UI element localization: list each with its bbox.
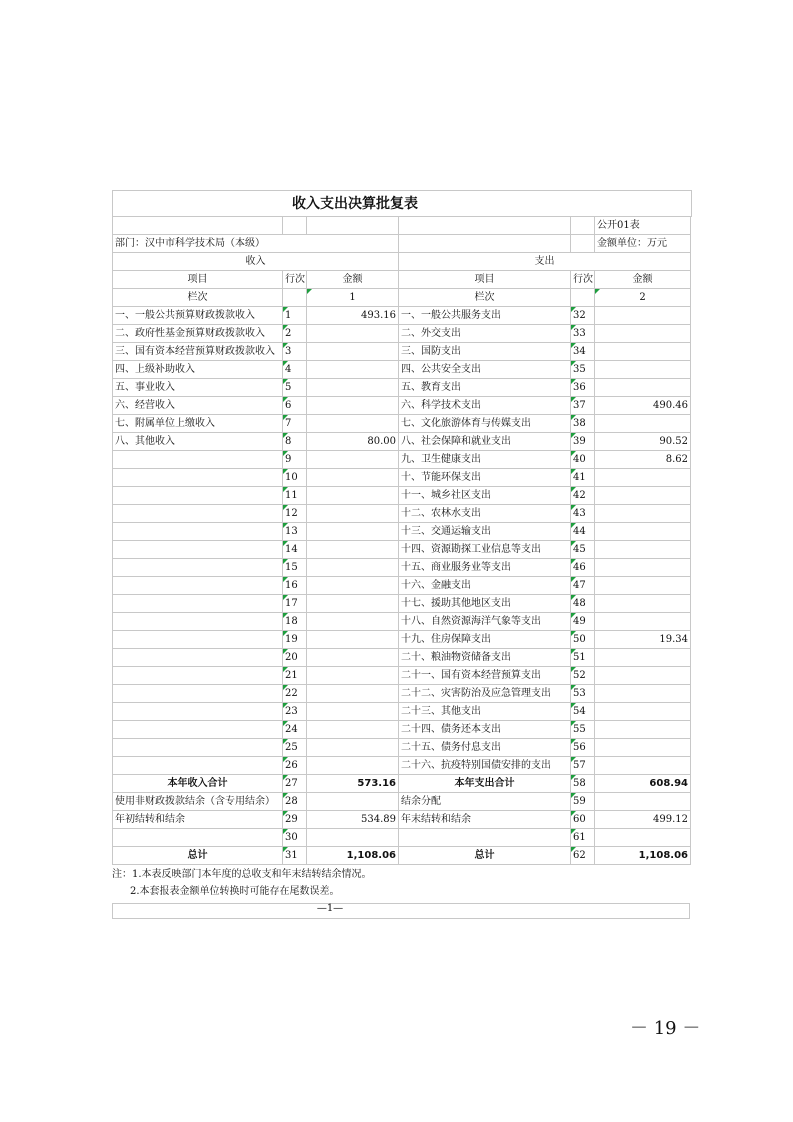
- income-row-number: 14: [283, 541, 307, 559]
- income-item: 二、政府性基金预算财政拨款收入: [113, 325, 283, 343]
- income-item: 年初结转和结余: [113, 811, 283, 829]
- expense-row-number: 46: [571, 559, 595, 577]
- income-column-number: 1: [307, 289, 399, 307]
- expense-item: 十五、商业服务业等支出: [399, 559, 571, 577]
- expense-item: 十七、援助其他地区支出: [399, 595, 571, 613]
- income-row-number: 4: [283, 361, 307, 379]
- expense-amount: [595, 559, 691, 577]
- income-amount: [307, 829, 399, 847]
- income-row-number: 8: [283, 433, 307, 451]
- income-row-number: 3: [283, 343, 307, 361]
- income-row-number: 11: [283, 487, 307, 505]
- table-row: [113, 433, 691, 451]
- expense-amount: [595, 757, 691, 775]
- income-row-number: 5: [283, 379, 307, 397]
- expense-amount: 19.34: [595, 631, 691, 649]
- income-item: 六、经营收入: [113, 397, 283, 415]
- expense-item: 十八、自然资源海洋气象等支出: [399, 613, 571, 631]
- expense-row-number: 38: [571, 415, 595, 433]
- income-amount: [307, 577, 399, 595]
- income-amount: 1,108.06: [307, 847, 399, 865]
- income-row-number: 9: [283, 451, 307, 469]
- income-row-number: 27: [283, 775, 307, 793]
- expense-column-number: 2: [595, 289, 691, 307]
- income-row-number: 15: [283, 559, 307, 577]
- expense-row-number: 48: [571, 595, 595, 613]
- income-amount: [307, 739, 399, 757]
- table-row: [113, 325, 691, 343]
- income-row-number: 17: [283, 595, 307, 613]
- expense-row-number: 32: [571, 307, 595, 325]
- expense-item: 十一、城乡社区支出: [399, 487, 571, 505]
- expense-amount: [595, 667, 691, 685]
- table-row: [113, 487, 691, 505]
- table-row: [113, 361, 691, 379]
- expense-row-number: 37: [571, 397, 595, 415]
- expense-item: 三、国防支出: [399, 343, 571, 361]
- expense-amount: [595, 361, 691, 379]
- income-item: [113, 829, 283, 847]
- income-row-number: 31: [283, 847, 307, 865]
- income-amount: [307, 343, 399, 361]
- income-amount: 493.16: [307, 307, 399, 325]
- income-header: 收入: [113, 253, 399, 271]
- table-row: [113, 505, 691, 523]
- table-row: [113, 469, 691, 487]
- income-item: [113, 721, 283, 739]
- expense-amount: [595, 703, 691, 721]
- income-item: 七、附属单位上缴收入: [113, 415, 283, 433]
- table-row: [113, 757, 691, 775]
- income-amount: [307, 451, 399, 469]
- income-row-number: 21: [283, 667, 307, 685]
- income-amount: [307, 541, 399, 559]
- income-row-number: 23: [283, 703, 307, 721]
- income-amount: 534.89: [307, 811, 399, 829]
- note-line-1: 注：1.本表反映部门本年度的总收支和年末结转结余情况。: [112, 869, 372, 880]
- income-item: [113, 667, 283, 685]
- expense-row-number: 54: [571, 703, 595, 721]
- income-amount-header: 金额: [307, 271, 399, 289]
- expense-header: 支出: [399, 253, 691, 271]
- expense-amount: [595, 739, 691, 757]
- expense-amount: [595, 307, 691, 325]
- blank-cell: [283, 217, 307, 235]
- expense-item: [399, 829, 571, 847]
- table-row: [113, 415, 691, 433]
- expense-amount: [595, 379, 691, 397]
- expense-amount: 499.12: [595, 811, 691, 829]
- income-row-number: 26: [283, 757, 307, 775]
- table-row: [113, 343, 691, 361]
- expense-item: 二十五、债务付息支出: [399, 739, 571, 757]
- expense-amount: [595, 577, 691, 595]
- table-row: [113, 307, 691, 325]
- income-row-number: 1: [283, 307, 307, 325]
- note-line-2: 2.本套报表金额单位转换时可能存在尾数误差。: [130, 886, 340, 897]
- income-amount: 80.00: [307, 433, 399, 451]
- income-item: 四、上级补助收入: [113, 361, 283, 379]
- income-row-number: 2: [283, 325, 307, 343]
- income-row-number: 29: [283, 811, 307, 829]
- title-frame: [112, 190, 692, 217]
- income-row-number: 20: [283, 649, 307, 667]
- income-amount: [307, 397, 399, 415]
- expense-item: 十四、资源勘探工业信息等支出: [399, 541, 571, 559]
- table-id: 公开01表: [595, 217, 691, 235]
- income-row-number: 18: [283, 613, 307, 631]
- expense-amount-header: 金额: [595, 271, 691, 289]
- table-row: [113, 721, 691, 739]
- table-row: [113, 397, 691, 415]
- blank-cell: [283, 289, 307, 307]
- income-amount: [307, 631, 399, 649]
- expense-row-number: 52: [571, 667, 595, 685]
- expense-amount: 608.94: [595, 775, 691, 793]
- income-item: [113, 757, 283, 775]
- income-row-header: 行次: [283, 271, 307, 289]
- income-item: [113, 703, 283, 721]
- expense-row-number: 42: [571, 487, 595, 505]
- expense-item: 二十四、债务还本支出: [399, 721, 571, 739]
- table-title: 收入支出决算批复表: [292, 196, 418, 212]
- unit-label: 金额单位：万元: [595, 235, 691, 253]
- income-row-number: 24: [283, 721, 307, 739]
- table-row: [113, 451, 691, 469]
- table-row: [113, 379, 691, 397]
- expense-amount: [595, 613, 691, 631]
- expense-row-number: 34: [571, 343, 595, 361]
- table-row: [113, 595, 691, 613]
- blank-cell: [307, 217, 399, 235]
- income-item: 本年收入合计: [113, 775, 283, 793]
- expense-column-label: 栏次: [399, 289, 571, 307]
- income-item: [113, 469, 283, 487]
- table-row: [113, 793, 691, 811]
- expense-item: 本年支出合计: [399, 775, 571, 793]
- expense-row-number: 40: [571, 451, 595, 469]
- expense-item: 十、节能环保支出: [399, 469, 571, 487]
- income-row-number: 28: [283, 793, 307, 811]
- income-row-number: 7: [283, 415, 307, 433]
- blank-cell: [113, 217, 283, 235]
- income-amount: [307, 361, 399, 379]
- table-row: [113, 559, 691, 577]
- expense-item: 八、社会保障和就业支出: [399, 433, 571, 451]
- total-row: [113, 847, 691, 865]
- table-row: [113, 577, 691, 595]
- income-column-label: 栏次: [113, 289, 283, 307]
- income-amount: [307, 487, 399, 505]
- income-item: [113, 541, 283, 559]
- income-amount: [307, 379, 399, 397]
- income-item: [113, 577, 283, 595]
- expense-row-number: 57: [571, 757, 595, 775]
- expense-amount: 8.62: [595, 451, 691, 469]
- expense-row-number: 35: [571, 361, 595, 379]
- expense-item: 二十二、灾害防治及应急管理支出: [399, 685, 571, 703]
- expense-item: 十六、金融支出: [399, 577, 571, 595]
- expense-row-number: 55: [571, 721, 595, 739]
- income-row-number: 30: [283, 829, 307, 847]
- expense-amount: [595, 793, 691, 811]
- expense-row-header: 行次: [571, 271, 595, 289]
- expense-row-number: 61: [571, 829, 595, 847]
- income-item: [113, 613, 283, 631]
- expense-row-number: 60: [571, 811, 595, 829]
- income-amount: [307, 793, 399, 811]
- table-row: [113, 541, 691, 559]
- table-row: [113, 631, 691, 649]
- income-amount: [307, 415, 399, 433]
- sheet-footer-frame: [112, 903, 690, 919]
- expense-item: 总计: [399, 847, 571, 865]
- income-item: [113, 649, 283, 667]
- income-item: [113, 685, 283, 703]
- income-amount: [307, 667, 399, 685]
- expense-row-number: 53: [571, 685, 595, 703]
- income-item: 一、一般公共预算财政拨款收入: [113, 307, 283, 325]
- table-row: [113, 811, 691, 829]
- income-amount: [307, 721, 399, 739]
- income-row-number: 6: [283, 397, 307, 415]
- expense-row-number: 41: [571, 469, 595, 487]
- income-amount: [307, 649, 399, 667]
- income-amount: [307, 595, 399, 613]
- income-amount: [307, 613, 399, 631]
- expense-item: 二十一、国有资本经营预算支出: [399, 667, 571, 685]
- table-row: [113, 829, 691, 847]
- blank-cell: [399, 217, 571, 235]
- income-row-number: 22: [283, 685, 307, 703]
- expense-item: 十二、农林水支出: [399, 505, 571, 523]
- expense-amount: [595, 541, 691, 559]
- expense-amount: [595, 505, 691, 523]
- income-row-number: 25: [283, 739, 307, 757]
- expense-item-header: 项目: [399, 271, 571, 289]
- expense-item: 四、公共安全支出: [399, 361, 571, 379]
- expense-row-number: 33: [571, 325, 595, 343]
- table-row: [113, 739, 691, 757]
- expense-amount: [595, 721, 691, 739]
- expense-row-number: 58: [571, 775, 595, 793]
- page-number: － 19 －: [630, 1018, 701, 1039]
- income-amount: [307, 325, 399, 343]
- income-item: [113, 739, 283, 757]
- expense-item: 一、一般公共服务支出: [399, 307, 571, 325]
- income-item: 总计: [113, 847, 283, 865]
- income-row-number: 10: [283, 469, 307, 487]
- income-item: [113, 595, 283, 613]
- blank-cell: [399, 235, 571, 253]
- expense-item: 九、卫生健康支出: [399, 451, 571, 469]
- income-amount: 573.16: [307, 775, 399, 793]
- income-item-header: 项目: [113, 271, 283, 289]
- expense-amount: [595, 523, 691, 541]
- income-amount: [307, 505, 399, 523]
- expense-row-number: 44: [571, 523, 595, 541]
- expense-item: 六、科学技术支出: [399, 397, 571, 415]
- table-row: [113, 703, 691, 721]
- expense-amount: [595, 829, 691, 847]
- expense-row-number: 51: [571, 649, 595, 667]
- table-row: [113, 685, 691, 703]
- expense-amount: [595, 415, 691, 433]
- income-amount: [307, 757, 399, 775]
- expense-item: 七、文化旅游体育与传媒支出: [399, 415, 571, 433]
- expense-row-number: 50: [571, 631, 595, 649]
- income-row-number: 13: [283, 523, 307, 541]
- blank-cell: [571, 289, 595, 307]
- expense-amount: 490.46: [595, 397, 691, 415]
- subtotal-row: [113, 775, 691, 793]
- income-item: [113, 451, 283, 469]
- table-row: [113, 613, 691, 631]
- expense-amount: [595, 685, 691, 703]
- expense-amount: [595, 325, 691, 343]
- expense-amount: [595, 595, 691, 613]
- income-item: [113, 505, 283, 523]
- sheet-page-indicator: —1—: [316, 903, 344, 914]
- expense-row-number: 49: [571, 613, 595, 631]
- income-item: 五、事业收入: [113, 379, 283, 397]
- expense-amount: 90.52: [595, 433, 691, 451]
- expense-item: 五、教育支出: [399, 379, 571, 397]
- expense-amount: 1,108.06: [595, 847, 691, 865]
- income-item: 三、国有资本经营预算财政拨款收入: [113, 343, 283, 361]
- income-row-number: 16: [283, 577, 307, 595]
- income-row-number: 12: [283, 505, 307, 523]
- blank-cell: [571, 217, 595, 235]
- expense-amount: [595, 487, 691, 505]
- budget-table: [112, 216, 691, 865]
- expense-row-number: 39: [571, 433, 595, 451]
- expense-item: 十九、住房保障支出: [399, 631, 571, 649]
- expense-item: 二十三、其他支出: [399, 703, 571, 721]
- income-amount: [307, 703, 399, 721]
- income-item: [113, 487, 283, 505]
- expense-row-number: 45: [571, 541, 595, 559]
- expense-row-number: 62: [571, 847, 595, 865]
- income-item: [113, 523, 283, 541]
- expense-amount: [595, 343, 691, 361]
- department-label: 部门：汉中市科学技术局（本级）: [113, 235, 399, 253]
- expense-row-number: 56: [571, 739, 595, 757]
- expense-row-number: 36: [571, 379, 595, 397]
- income-amount: [307, 523, 399, 541]
- income-amount: [307, 559, 399, 577]
- table-row: [113, 649, 691, 667]
- income-amount: [307, 685, 399, 703]
- expense-item: 二十、粮油物资储备支出: [399, 649, 571, 667]
- income-item: 八、其他收入: [113, 433, 283, 451]
- table-row: [113, 523, 691, 541]
- income-item: 使用非财政拨款结余（含专用结余）: [113, 793, 283, 811]
- expense-row-number: 43: [571, 505, 595, 523]
- expense-item: 二、外交支出: [399, 325, 571, 343]
- expense-amount: [595, 469, 691, 487]
- income-amount: [307, 469, 399, 487]
- expense-row-number: 59: [571, 793, 595, 811]
- expense-row-number: 47: [571, 577, 595, 595]
- expense-item: 二十六、抗疫特别国债安排的支出: [399, 757, 571, 775]
- expense-item: 十三、交通运输支出: [399, 523, 571, 541]
- expense-item: 结余分配: [399, 793, 571, 811]
- blank-cell: [571, 235, 595, 253]
- expense-amount: [595, 649, 691, 667]
- table-row: [113, 667, 691, 685]
- income-row-number: 19: [283, 631, 307, 649]
- income-item: [113, 631, 283, 649]
- expense-item: 年末结转和结余: [399, 811, 571, 829]
- income-item: [113, 559, 283, 577]
